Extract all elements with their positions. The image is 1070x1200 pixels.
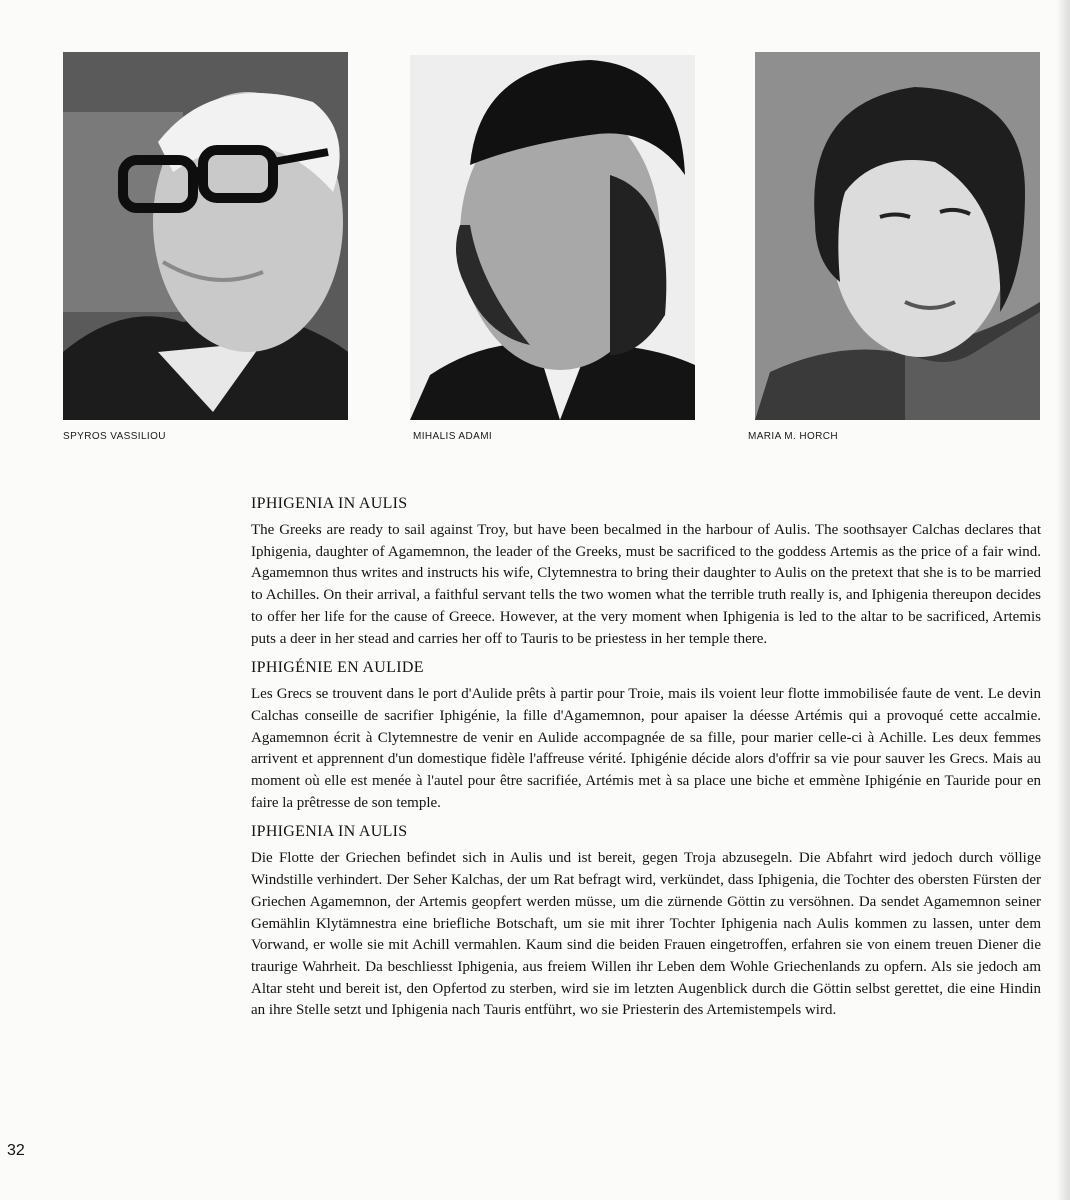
portrait-photo-3 bbox=[755, 52, 1040, 420]
page-edge-shadow bbox=[1056, 0, 1070, 1200]
portrait-photo-1 bbox=[63, 52, 348, 420]
section-heading-german: IPHIGENIA IN AULIS bbox=[251, 823, 408, 841]
section-text-english: The Greeks are ready to sail against Troy, but have been becalmed in the harbour of Aulis. The soothsayer Calchas declares that Iphigenia, daughter of Agamemnon, the leader of the Greeks, must be sacrificed to the goddess Artemis as the price of a fair wind. Agamemnon thus writes and instructs his wife, Clytemnestra to bring their daughter to Aulis on the pretext that she is to be married to Achilles. On their arrival, a faithful servant tells the two women what the terrible truth really is, and Iphigenia thereupon decides to offer her life for the cause of Greece. However, at the very moment when Iphigenia is led to the altar to be sacrificed, Artemis puts a deer in her stead and carries her off to Tauris to be priestess in her temple there. bbox=[251, 522, 1041, 647]
page-number: 32 bbox=[7, 1142, 25, 1159]
section-heading-french: IPHIGÉNIE EN AULIDE bbox=[251, 659, 424, 677]
section-text-french: Les Grecs se trouvent dans le port d'Aulide prêts à partir pour Troie, mais ils voient leur flotte immobilisée faute de vent. Le devin Calchas conseille de sacrifier Iphigénie, la fille d'Agamemnon, pour apaiser la déesse Artémis qui a provoqué cette accalmie. Agamemnon écrit à Clytemnestre de venir en Aulide accompagnée de sa fille, pour marier celle-ci à Achille. Les deux femmes arrivent et apprennent d'un domestique fidèle l'affreuse vérité. Iphigénie décide alors d'offrir sa vie pour sauver les Grecs. Mais au moment où elle est menée à l'autel pour être sacrifiée, Artémis met à sa place une biche et emmène Iphigénie en Tauride pour en faire la prêtresse de son temple. bbox=[251, 686, 1041, 811]
portrait-man-profile-icon bbox=[410, 55, 695, 420]
synopsis-text bbox=[251, 495, 1041, 1031]
section-heading-english: IPHIGENIA IN AULIS bbox=[251, 495, 408, 512]
portrait-photo-2 bbox=[410, 55, 695, 420]
portrait-elderly-man-glasses-icon bbox=[63, 52, 348, 420]
portrait-caption-1: SPYROS VASSILIOU bbox=[63, 431, 166, 442]
section-text-german: Die Flotte der Griechen befindet sich in Aulis und ist bereit, gegen Troja abzusegeln. Die Abfahrt wird jedoch durch völlige Windstille verhindert. Der Seher Kalchas, der um Rat befragt wird, verkündet, dass Iphigenia, die Tochter des obersten Fürsten der Griechen Agamemnon, der Artemis geopfert werden müsse, um die zürnende Göttin zu versöhnen. Da sendet Agamemnon seiner Gemählin Klytämnestra eine briefliche Botschaft, um sie mit ihrer Tochter Iphigenia nach Aulis kommen zu lassen, unter dem Vorwand, er wolle sie mit Achill vermahlen. Kaum sind die beiden Frauen eingetroffen, erfahren sie von einem treuen Diener die traurige Wahrheit. Da beschliesst Iphigenia, aus freiem Willen ihr Leben dem Wohle Griechenlands zu opfern. Als sie jedoch am Altar steht und bereit ist, den Opfertod zu sterben, wird sie im letzten Augenblick durch die Göttin selbst gerettet, die eine Hindin an ihre Stelle setzt und Iphigenia nach Tauris entführt, wo sie Priesterin des Artemistempels wird. bbox=[251, 850, 1041, 1019]
portrait-caption-3: MARIA M. HORCH bbox=[748, 431, 839, 442]
portrait-caption-2: MIHALIS ADAMI bbox=[413, 431, 493, 442]
portrait-woman-icon bbox=[755, 52, 1040, 420]
